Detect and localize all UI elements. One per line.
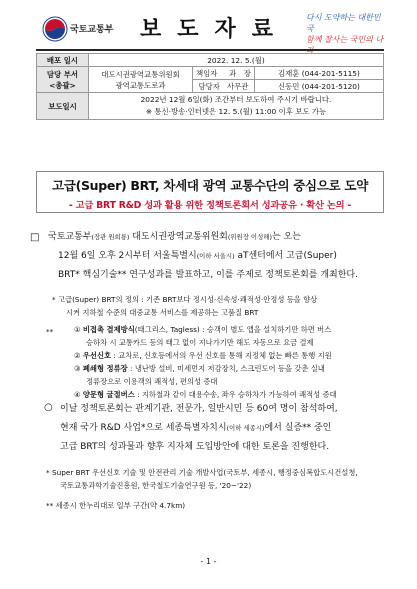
header-divider <box>36 49 384 51</box>
para2-line-1: 이날 정책토론회는 관계기관, 전문가, 일반시민 등 60여 명이 참석하여, <box>60 404 338 414</box>
note2-item: 승하차 시 교통카드 등의 태그 없이 지나가기만 해도 자동으로 요금 결제 <box>86 338 314 347</box>
release-info-table <box>36 53 384 120</box>
note2-item: ③ 폐쇄형 정류장 : 냉난방 설비, 미세먼지 저감장치, 스크린도어 등을 갖춘 실내 <box>74 364 325 373</box>
note2-item: ④ 양문형 굴절버스 : 지하철과 같이 대용수송, 좌우 승하차가 가능하여 쾌적성 증대 <box>74 390 337 399</box>
slogan-line-2: 함께 잘사는 국민의 나 <box>306 35 384 44</box>
release-label: 보도일시 <box>37 93 89 120</box>
contact-person-2: 신동민 (044-201-5120) <box>254 80 383 93</box>
circle-bullet: ○ <box>44 402 53 413</box>
contact-person-1: 김재훈 (044-201-5115) <box>254 67 383 80</box>
note1-line-1: * 고급(Super) BRT의 정의 : 기존 BRT보다 정시성·신속성·쾌적성·안정성 등을 향상 <box>52 295 318 304</box>
embargo-value: 2022. 12. 5.(월) <box>89 54 384 67</box>
para1-line-1: 국토교통부(장관 원희룡) 대도시권광역교통위원회(위원장 이성해)는 오는 <box>48 232 301 242</box>
para1-line-2: 12월 6일 오후 2시부터 서울특별시(이하 서울시) aT센터에서 고급(Super) <box>58 251 337 261</box>
note2-item: ① 비접촉 결제방식(태그리스, Tagless) : 승객이 별도 앱을 설치하기만 하면 버스 <box>74 325 332 334</box>
note1-line-2: 시켜 지하철 수준의 대중교통 서비스를 제공하는 고품질 BRT <box>66 308 259 317</box>
ministry-emblem-icon <box>42 16 68 42</box>
note2-item: ② 우선신호 : 교차로, 신호등에서의 우선 신호를 통해 지정체 없는 빠른 통행 지원 <box>74 351 332 360</box>
note3-line-2: 국토교통과학기술진흥원, 한국철도기술연구원 등, '20~'22) <box>60 481 252 490</box>
para1-line-3: BRT* 핵심기술** 연구성과를 발표하고, 이를 주제로 정책토론회를 개최한다. <box>58 270 358 280</box>
note2-list <box>74 323 337 401</box>
embargo-label: 배포 일시 <box>37 54 89 67</box>
note3-line-1: * Super BRT 우선신호 기술 및 안전관리 기술 개발사업(국토부, 세종시, 행정중심복합도시건설청, <box>46 468 358 477</box>
contact-role-2: 담당자 사무관 <box>193 80 255 93</box>
page-number: - 1 - <box>200 557 217 566</box>
note2-marker: ** <box>46 327 54 336</box>
headline-box <box>36 171 384 213</box>
square-bullet: □ <box>30 232 40 243</box>
dept-label: 담당 부서 <총괄> <box>37 67 89 93</box>
para2-line-2: 현재 국가 R&D 사업*으로 세종특별자치시(이하 세종시)에서 실증** 중인 <box>60 423 332 433</box>
slogan-line-1: 다시 도약하는 대한민국 <box>306 13 381 33</box>
headline-main: 고급(Super) BRT, 차세대 광역 교통수단의 중심으로 도약 <box>52 178 368 193</box>
para2-line-3: 고급 BRT의 성과물과 향후 지자체 도입방안에 대한 토론을 진행한다. <box>60 442 330 452</box>
headline-sub: - 고급 BRT R&D 성과 활용 위한 정책토론회서 성과공유 · 확산 논의 - <box>68 200 352 211</box>
release-instructions: 2022년 12월 6일(화) 조간부터 보도하여 주시기 바랍니다. ※ 통신·방송·인터넷은 12. 5.(월) 11:00 이후 보도 가능 <box>89 93 384 120</box>
note2-item: 정류장으로 이용객의 쾌적성, 편의성 증대 <box>86 377 218 386</box>
note4: ** 세종시 한누리대로 일부 구간(약 4.7km) <box>46 501 186 510</box>
ministry-name: 국토교통부 <box>70 25 114 35</box>
dept-name: 대도시권광역교통위원회 광역교통도로과 <box>89 67 193 93</box>
page-title: 보도자료 <box>140 16 290 42</box>
contact-role-1: 책임자 과 장 <box>193 67 255 80</box>
